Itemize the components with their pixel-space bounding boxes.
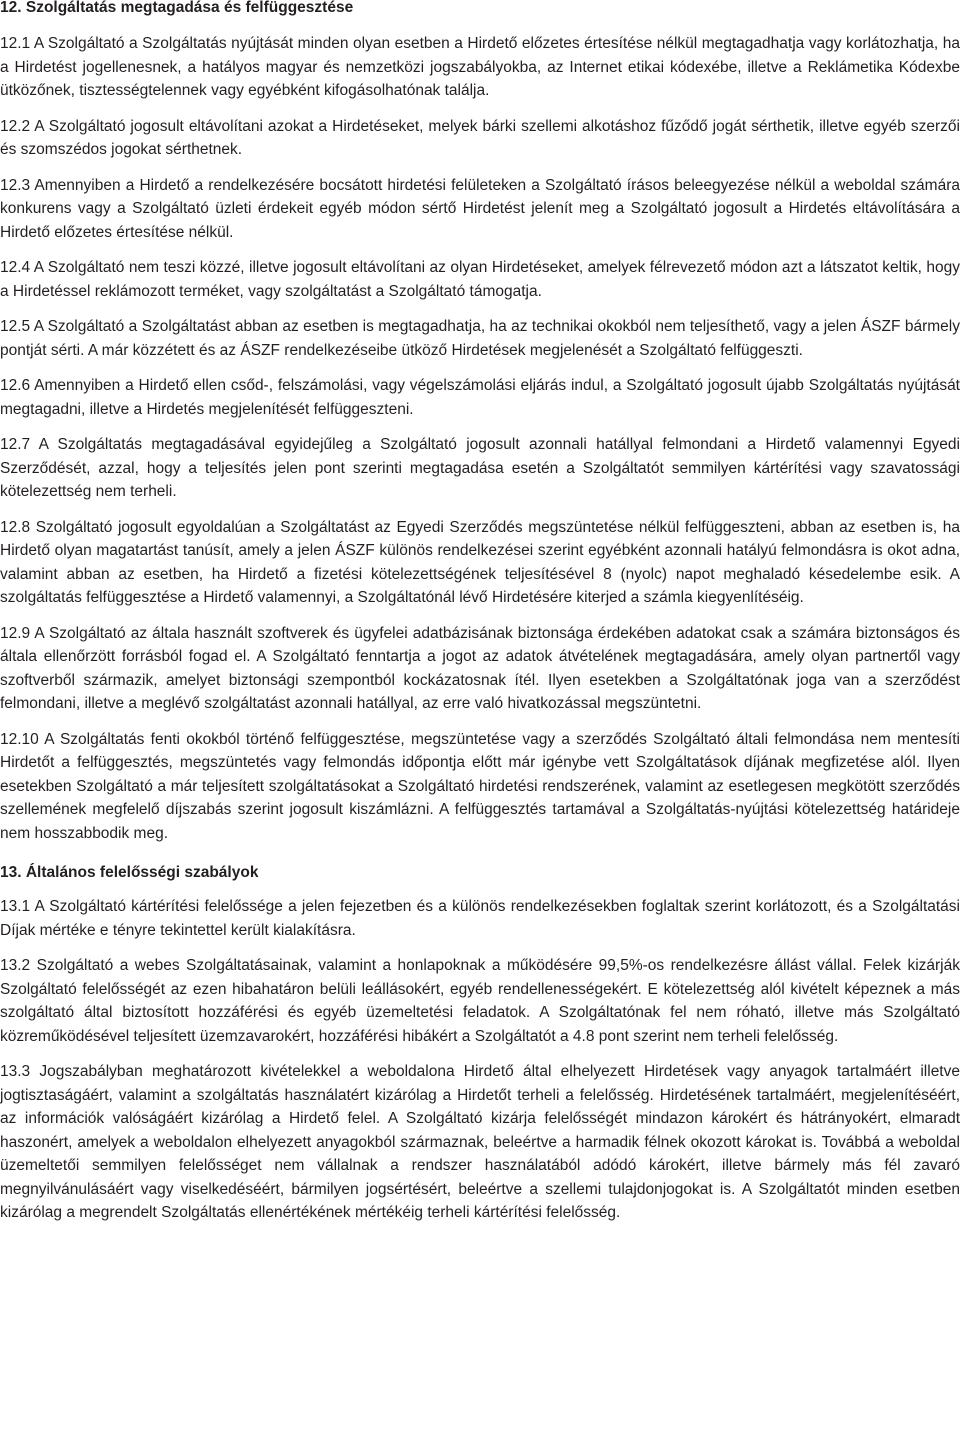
paragraph-12-7: 12.7 A Szolgáltatás megtagadásával egyidejűleg a Szolgáltató jogosult azonnali hatállyal felmondani a Hirdető valamennyi Egyedi Szerződését, azzal, hogy a teljesítés jelen pont szerinti megtagadása esetén a Szolgáltatót semmilyen kártérítési vagy szavatossági kötelezettség nem terheli. xyxy=(0,436,960,500)
paragraph-12-1: 12.1 A Szolgáltató a Szolgáltatás nyújtását minden olyan esetben a Hirdető előzetes értesítése nélkül megtagadhatja vagy korlátozhatja, ha a Hirdetést jogellenesnek, a hatályos magyar és nemzetközi jogszabályokba, az Internet etikai kódexébe, illetve a Reklámetika Kódexbe ütközőnek, tisztességtelennek vagy egyébként kifogásolhatónak találja. xyxy=(0,35,960,99)
paragraph-12-9: 12.9 A Szolgáltató az általa használt szoftverek és ügyfelei adatbázisának biztonsága érdekében adatokat csak a számára biztonságos és általa ellenőrzött forrásból fogad el. A Szolgáltató fenntartja a jogot az adatok átvételének megtagadására, amely olyan partnertől vagy szoftverből származik, amelyet biztonsági szempontból kockázatosnak ítél. Ilyen esetekben a Szolgáltatónak joga van a szerződést felmondani, illetve a meglévő szolgáltatást azonnali hatállyal, az erre való hivatkozással megszüntetni. xyxy=(0,624,960,712)
paragraph-12-10: 12.10 A Szolgáltatás fenti okokból történő felfüggesztése, megszüntetése vagy a szerződés Szolgáltató általi felmondása nem mentesíti Hirdetőt a felfüggesztés, megszüntetés vagy felmondás időpontja előtt már igénybe vett Szolgáltatások díjának megfizetése alól. Ilyen esetekben Szolgáltató a már teljesített szolgáltatásokat a Szolgáltató hirdetési rendszerének, valamint az esetlegesen megkötött szerződés szellemének megfelelő díjszabás szerint jogosult kiszámlázni. A felfüggesztés tartamával a Szolgáltatás-nyújtási kötelezettség határideje nem hosszabbodik meg. xyxy=(0,730,960,842)
paragraph-12-2: 12.2 A Szolgáltató jogosult eltávolítani azokat a Hirdetéseket, melyek bárki szellemi alkotáshoz fűződő jogát sérthetik, illetve egyéb szerzői és szomszédos jogokat sérthetnek. xyxy=(0,117,960,158)
paragraph-12-4: 12.4 A Szolgáltató nem teszi közzé, illetve jogosult eltávolítani az olyan Hirdetéseket, amelyek félrevezető módon azt a látszatot keltik, hogy a Hirdetéssel reklámozott terméket, vagy szolgáltatást a Szolgáltató támogatja. xyxy=(0,259,960,300)
paragraph-12-6: 12.6 Amennyiben a Hirdető ellen csőd-, felszámolási, vagy végelszámolási eljárás indul, a Szolgáltató jogosult újabb Szolgáltatás nyújtását megtagadni, illetve a Hirdetés megjelenítését felfüggeszteni. xyxy=(0,377,960,418)
paragraph-13-1: 13.1 A Szolgáltató kártérítési felelőssége a jelen fejezetben és a különös rendelkezésekben foglaltak szerint korlátozott, és a Szolgáltatási Díjak mértéke e tényre tekintettel került kialakításra. xyxy=(0,898,960,939)
paragraph-12-3: 12.3 Amennyiben a Hirdető a rendelkezésére bocsátott hirdetési felületeken a Szolgáltató írásos beleegyezése nélkül a weboldal számára konkurens vagy a Szolgáltató üzleti érdekeit egyéb módon sértő Hirdetést jelenít meg a Szolgáltató jogosult a Hirdetés eltávolítására a Hirdető előzetes értesítése nélkül. xyxy=(0,176,960,241)
section-12-heading: 12. Szolgáltatás megtagadása és felfüggesztése xyxy=(0,0,354,16)
paragraph-13-2: 13.2 Szolgáltató a webes Szolgáltatásainak, valamint a honlapoknak a működésére 99,5%-os rendelkezésre állást vállal. Felek kizárják Szolgáltató felelősségét az ezen hibahatáron belüli leállásokért, egyéb rendellenességekért. E kötelezettség alól kivételt képeznek a más szolgáltató által biztosított hozzáférési és egyéb üzemeltetési feladatok. A Szolgáltatónak fel nem róható, illetve más Szolgáltató közreműködésével teljesített üzemzavarokért, hozzáférési hibákért a Szolgáltatót a 4.8 pont szerint nem terheli felelősség. xyxy=(0,957,960,1045)
paragraph-12-8: 12.8 Szolgáltató jogosult egyoldalúan a Szolgáltatást az Egyedi Szerződés megszüntetése nélkül felfüggeszteni, abban az esetben is, ha Hirdető olyan magatartást tanúsít, amely a jelen ÁSZF különös rendelkezései szerint egyébként azonnali hatályú felmondásra is okot adna, valamint abban az esetben, ha Hirdető a fizetési kötelezettségének teljesítésével 8 (nyolc) napot meghaladó késedelembe esik. A szolgáltatás felfüggesztése a Hirdető valamennyi, a Szolgáltatónál lévő Hirdetésére kiterjed a számla kiegyenlítéséig. xyxy=(0,518,960,606)
section-13-heading: 13. Általános felelősségi szabályok xyxy=(0,864,259,881)
paragraph-13-3: 13.3 Jogszabályban meghatározott kivételekkel a weboldalona Hirdető által elhelyezett Hirdetések vagy anyagok tartalmáért illetve jogtisztaságáért, valamint a szolgáltatás használatért kizárólag a Hirdetőt terheli a felelősség. Hirdetésének tartalmáért, megjelenítéséért, az információk valóságáért kizárólag a Hirdető felel. A Szolgáltató kizárja felelősségét mindazon károkért és hátrányokért, elmaradt haszonért, amelyek a weboldalon elhelyezett anyagokból származnak, beleértve a harmadik félnek okozott károkat is. Továbbá a weboldal üzemeltetői semmilyen felelősséget nem vállalnak a rendszer használatából adódó károkért, illetve bármely más fél zavaró megnyilvánulásáért vagy viselkedéséért, bármilyen jogsértésért, beleértve a szellemi tulajdonjogokat is. A Szolgáltatót minden esetben kizárólag a megrendelt Szolgáltatás ellenértékének mértékéig terheli kártérítési felelősség. xyxy=(0,1063,960,1221)
paragraph-12-5: 12.5 A Szolgáltató a Szolgáltatást abban az esetben is megtagadhatja, ha az technikai okokból nem teljesíthető, vagy a jelen ÁSZF bármely pontját sérti. A már közzétett és az ÁSZF rendelkezéseibe ütköző Hirdetések megjelenését a Szolgáltató felfüggeszti. xyxy=(0,318,960,359)
